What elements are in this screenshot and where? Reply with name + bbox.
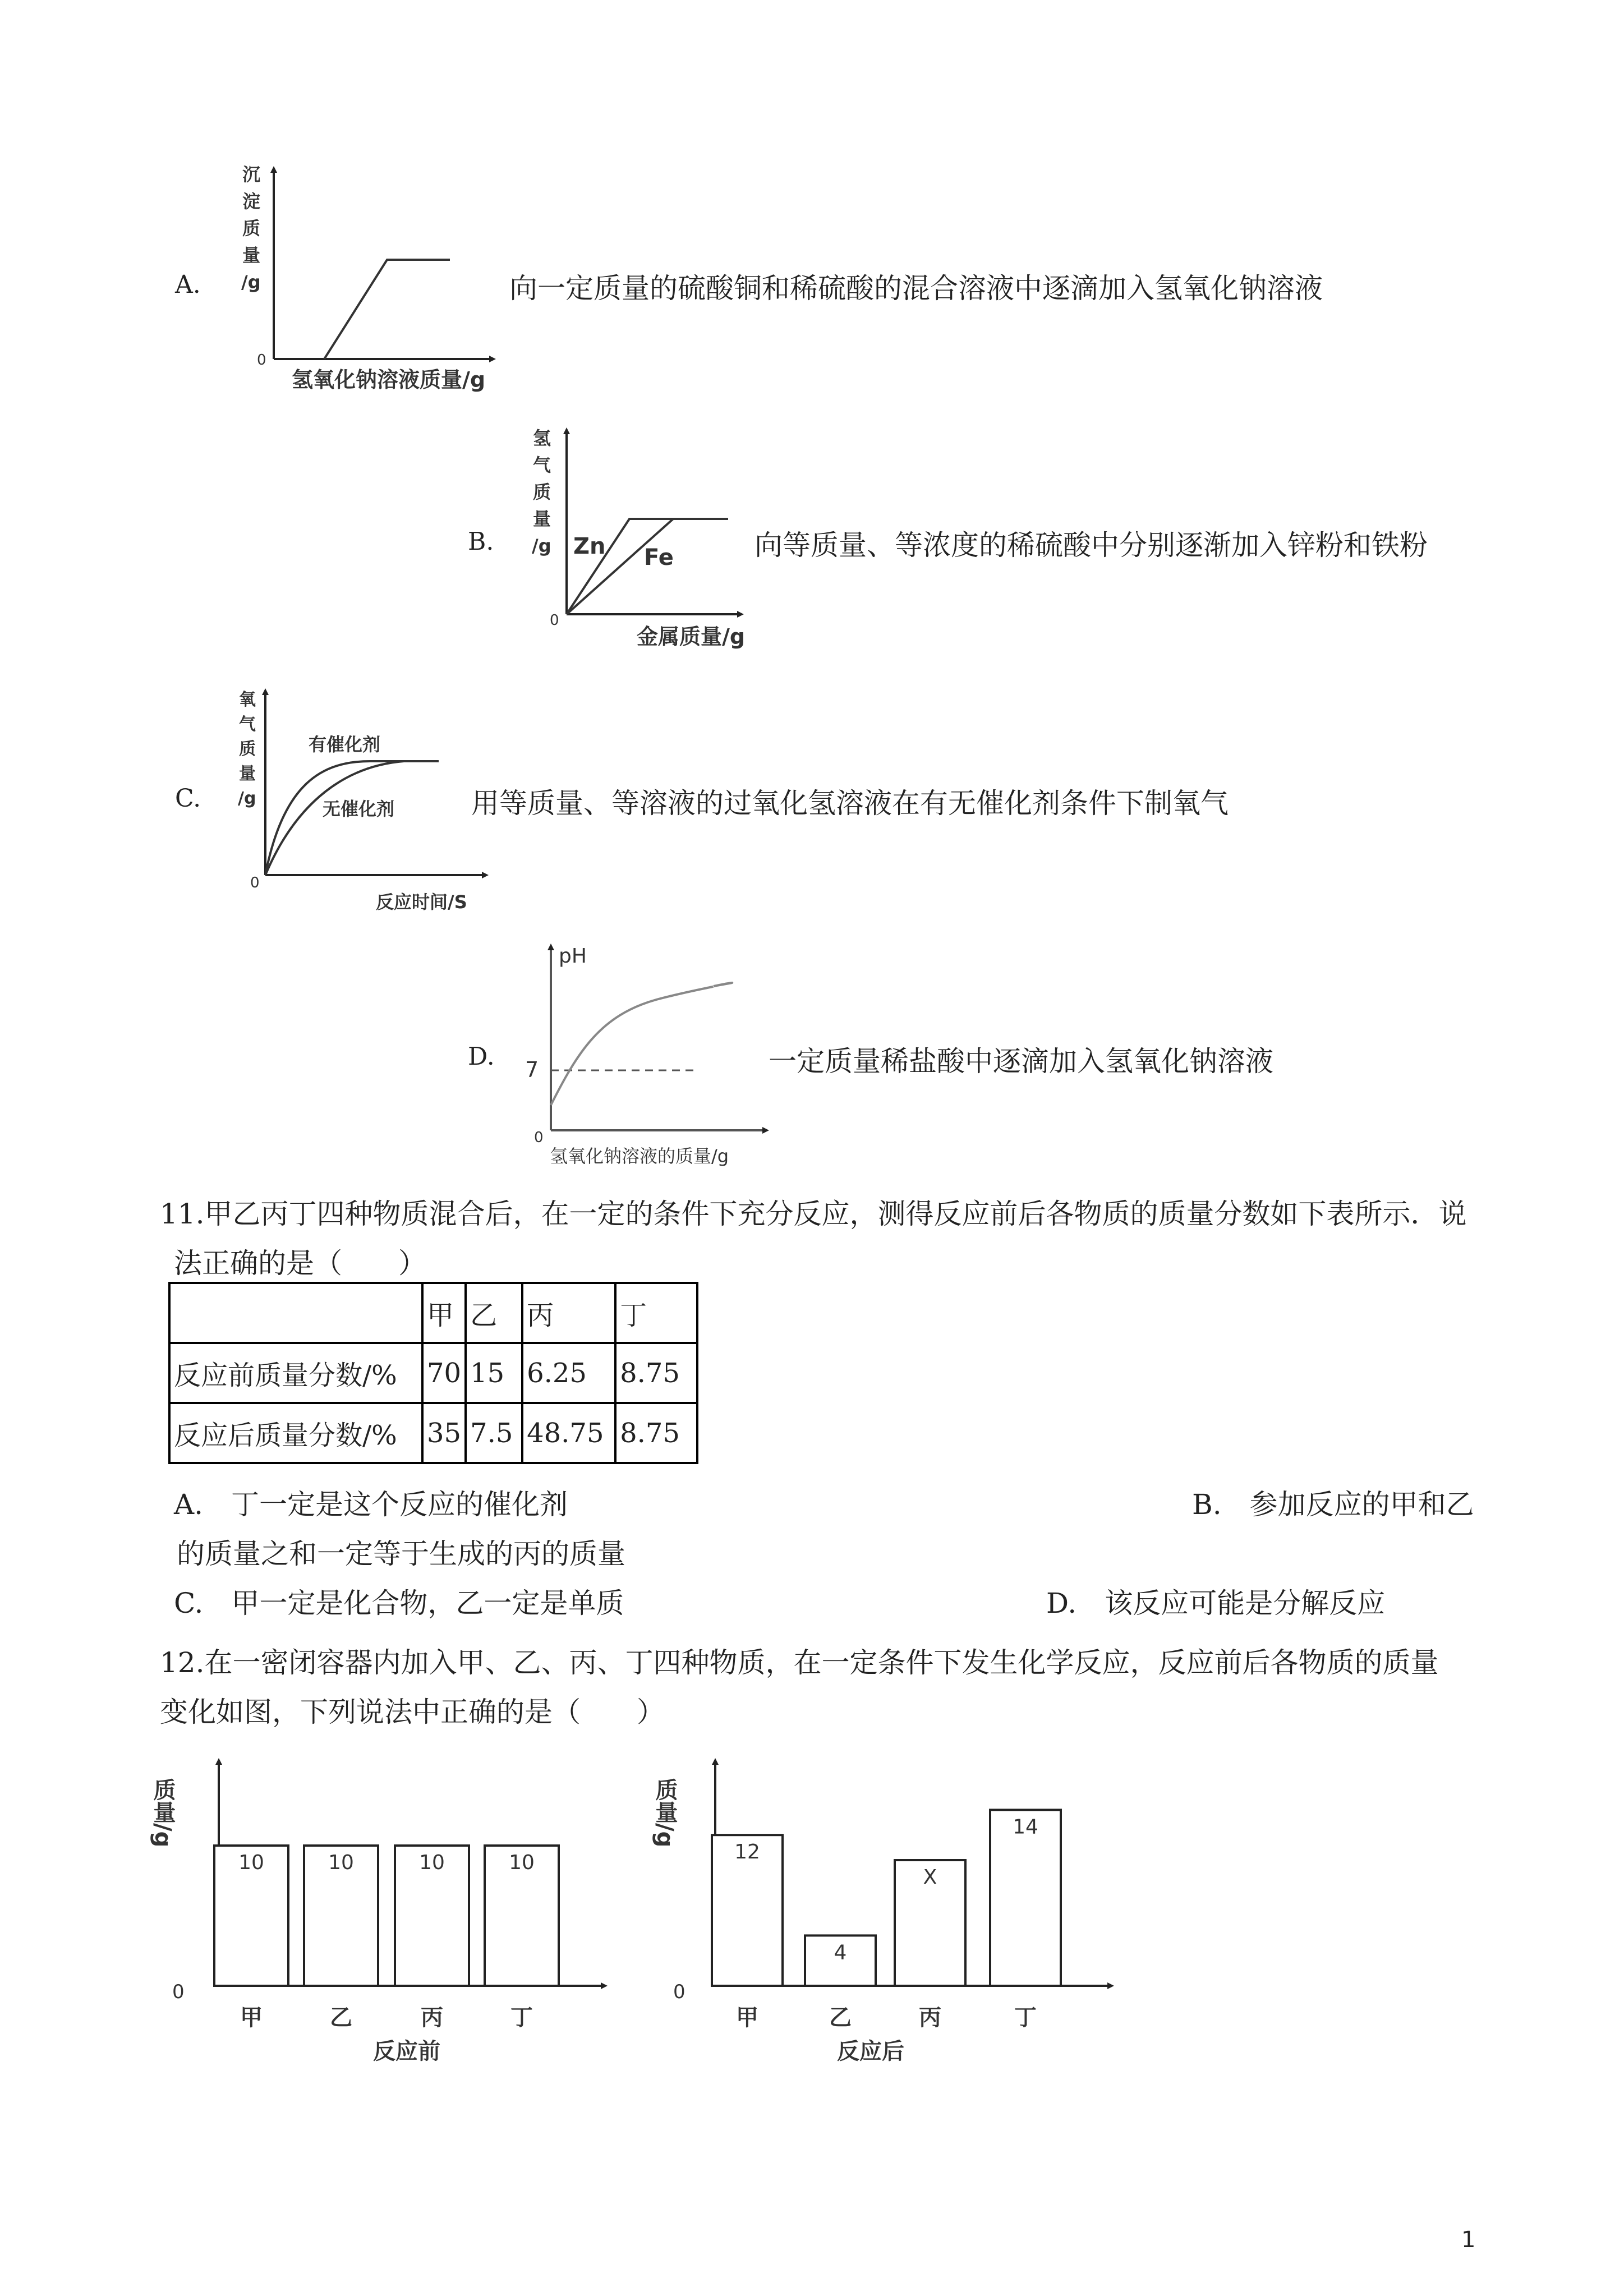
option-d-letter: D.: [468, 1042, 495, 1071]
y-label-char: 质: [533, 481, 551, 503]
page-number: 1: [1461, 2227, 1476, 2253]
origin-label: 0: [550, 612, 559, 629]
bar-value-label: 10: [238, 1851, 264, 1874]
y-label-char: /g: [241, 272, 261, 293]
x-axis-label: 氢氧化钠溶液质量/g: [292, 367, 486, 392]
q11-table: [168, 1282, 698, 1464]
graph-a: [236, 157, 527, 398]
origin-label: 0: [673, 1981, 686, 2003]
y-label-char: /g: [532, 535, 551, 556]
bar-value-label: 10: [419, 1851, 445, 1874]
y-label-char: 质: [239, 739, 256, 759]
fe-label: Fe: [644, 545, 674, 570]
x-axis-label: 金属质量/g: [637, 624, 746, 649]
table-cell: 48.75: [522, 1403, 615, 1463]
q11-option-d: D. 该反应可能是分解反应: [1046, 1587, 1386, 1619]
bar-chart-after: [652, 1745, 1122, 2087]
bar-value-label: X: [923, 1866, 937, 1889]
category-label: 丙: [421, 2005, 443, 2031]
bar-value-label: 14: [1013, 1815, 1038, 1839]
table-cell: 乙: [466, 1283, 522, 1343]
x-axis-label: 反应时间/S: [376, 891, 467, 913]
q11-option-c: C. 甲一定是化合物，乙一定是单质: [174, 1587, 624, 1619]
table-header-row: [169, 1283, 697, 1343]
bar-chart-before: [150, 1745, 614, 2087]
bar-value-label: 10: [509, 1851, 535, 1874]
y-label-char: 淀: [242, 191, 261, 212]
table-cell: 反应前质量分数/%: [169, 1343, 422, 1403]
x-axis-label: 氢氧化钠溶液的质量/g: [550, 1145, 729, 1167]
graph-c: [230, 682, 499, 917]
category-label: 甲: [736, 2005, 758, 2031]
q12-text-line2: 变化如图，下列说法中正确的是（ ）: [160, 1696, 665, 1728]
table-cell: 35: [422, 1403, 466, 1463]
q12-text-line1: 12.在一密闭容器内加入甲、乙、丙、丁四种物质，在一定条件下发生化学反应，反应前后各物质的质量: [160, 1646, 1439, 1679]
table-cell: 8.75: [615, 1403, 697, 1463]
table-row: [169, 1343, 697, 1403]
table-cell: 丙: [522, 1283, 615, 1343]
q11-text-line2: 法正确的是（ ）: [174, 1247, 426, 1280]
table-row: [169, 1403, 697, 1463]
y-label-char: 质: [242, 218, 261, 239]
y-label-char: 气: [533, 454, 551, 476]
bar-value-label: 4: [834, 1941, 847, 1964]
option-a-description: 向一定质量的硫酸铜和稀硫酸的混合溶液中逐滴加入氢氧化钠溶液: [509, 272, 1323, 305]
category-label: 甲: [240, 2005, 263, 2031]
chart-title: 反应后: [837, 2039, 904, 2064]
chart-title: 反应前: [373, 2039, 440, 2064]
option-a-letter: A.: [175, 270, 201, 299]
origin-label: 0: [534, 1129, 544, 1146]
table-cell: 甲: [422, 1283, 466, 1343]
y-label-char: 氧: [239, 690, 256, 710]
y-label-char: 氢: [533, 427, 551, 449]
origin-label: 0: [250, 875, 260, 891]
option-b-description: 向等质量、等浓度的稀硫酸中分别逐渐加入锌粉和铁粉: [755, 529, 1428, 562]
q11-option-b-continued: 的质量之和一定等于生成的丙的质量: [177, 1538, 625, 1570]
y-axis-label: pH: [559, 945, 587, 968]
table-cell: [169, 1283, 422, 1343]
bars-group: [712, 1810, 1061, 2031]
y-label-char: 量: [242, 245, 261, 266]
y-label: 质量/g: [652, 1778, 678, 1848]
with-catalyst-label: 有催化剂: [309, 734, 381, 755]
without-catalyst-label: 无催化剂: [323, 798, 395, 820]
table-cell: 7.5: [466, 1403, 522, 1463]
ph7-tick: 7: [525, 1057, 539, 1082]
q11-option-b: B. 参加反应的甲和乙: [1192, 1488, 1474, 1521]
table-cell: 反应后质量分数/%: [169, 1403, 422, 1463]
y-label-char: 沉: [242, 164, 261, 185]
table-cell: 丁: [615, 1283, 697, 1343]
option-d-description: 一定质量稀盐酸中逐滴加入氢氧化钠溶液: [769, 1045, 1273, 1078]
y-label-char: 气: [239, 715, 256, 734]
y-label-char: /g: [238, 789, 256, 808]
graph-b: [516, 421, 763, 662]
table-cell: 70: [422, 1343, 466, 1403]
category-label: 乙: [829, 2005, 852, 2031]
y-label-char: 量: [239, 764, 256, 784]
bars-group: [214, 1846, 559, 2031]
table-cell: 15: [466, 1343, 522, 1403]
q11-text-line1: 11.甲乙丙丁四种物质混合后，在一定的条件下充分反应，测得反应前后各物质的质量分数如下表所示．说: [160, 1198, 1467, 1230]
category-label: 丙: [919, 2005, 941, 2031]
option-b-letter: B.: [468, 527, 494, 556]
y-label-char: 量: [533, 508, 551, 530]
table-cell: 6.25: [522, 1343, 615, 1403]
option-c-letter: C.: [175, 784, 201, 813]
category-label: 丁: [510, 2005, 533, 2031]
q11-option-a: A. 丁一定是这个反应的催化剂: [174, 1488, 568, 1521]
zn-label: Zn: [573, 533, 606, 559]
graph-d: [505, 937, 774, 1172]
option-c-description: 用等质量、等溶液的过氧化氢溶液在有无催化剂条件下制氧气: [471, 787, 1229, 820]
table-cell: 8.75: [615, 1343, 697, 1403]
bar-value-label: 12: [734, 1841, 760, 1864]
origin-label: 0: [257, 352, 266, 369]
bar-value-label: 10: [328, 1851, 354, 1874]
origin-label: 0: [172, 1981, 185, 2003]
category-label: 丁: [1014, 2005, 1037, 2031]
category-label: 乙: [330, 2005, 352, 2031]
ph-curve: [551, 983, 732, 1105]
precipitate-curve: [324, 260, 450, 359]
y-label: 质量/g: [150, 1778, 176, 1848]
